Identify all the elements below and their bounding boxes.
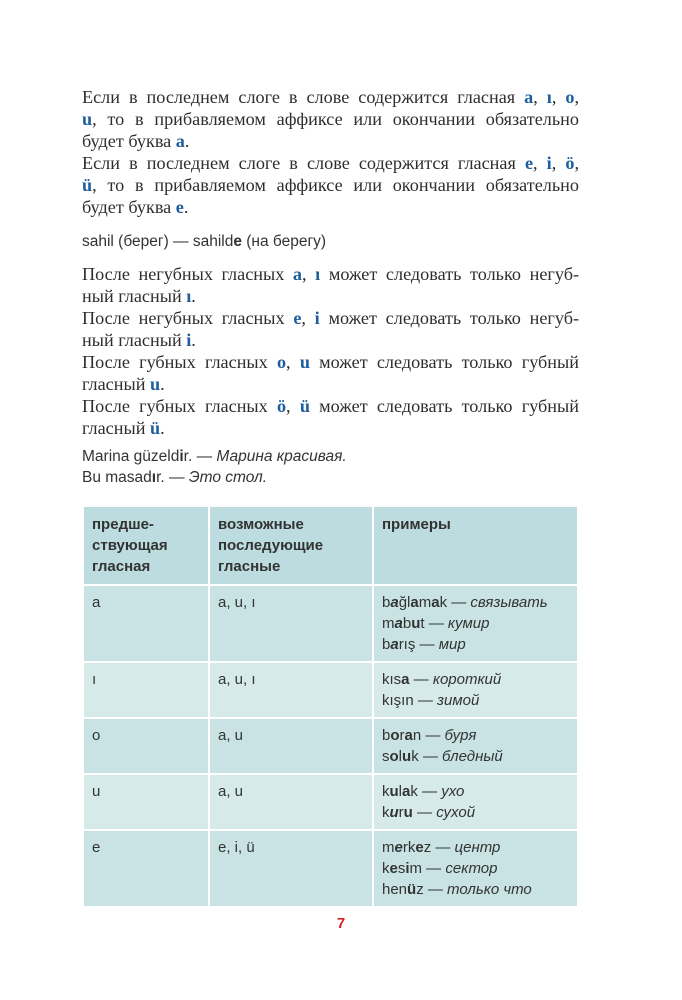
text-segment: (на берегу) — [241, 233, 327, 250]
text-segment: ный гласный — [82, 286, 187, 306]
text-segment: rış — — [398, 636, 439, 653]
possible-vowels-cell: a, u — [209, 774, 373, 830]
example-sentence — [82, 467, 347, 488]
text-segment: После негубных гласных — [82, 264, 293, 284]
text-segment: n — — [412, 727, 445, 744]
translation-text: бледный — [442, 748, 503, 765]
translation-text: Это стол. — [188, 469, 268, 486]
text-segment: . — [191, 286, 196, 306]
highlighted-letter: u — [389, 783, 399, 800]
text-segment: может следовать только негуб- — [319, 308, 580, 328]
examples-sentences — [82, 446, 347, 488]
highlighted-letter: a — [390, 594, 399, 611]
example-word — [382, 725, 569, 746]
text-segment: гласный — [82, 418, 150, 438]
table-row — [83, 774, 578, 830]
text-segment: — — [412, 804, 437, 821]
text-segment: . — [160, 418, 165, 438]
highlighted-letter: e — [175, 197, 184, 217]
rule-paragraph — [82, 86, 579, 152]
translation-text: короткий — [432, 671, 502, 688]
example-word — [382, 669, 569, 690]
highlighted-letter: e — [389, 860, 398, 877]
translation-text: сухой — [436, 804, 476, 821]
text-segment: sahil (берег) — sahild — [82, 233, 234, 250]
text-segment: Bu masad — [82, 469, 152, 486]
text-segment: , — [302, 264, 316, 284]
table-row — [83, 585, 578, 662]
text-line — [82, 130, 579, 152]
page-number: 7 — [336, 915, 346, 932]
rule-paragraph — [82, 263, 579, 307]
text-segment: После негубных гласных — [82, 308, 294, 328]
text-segment: Если в последнем слоге в слове содержится гласная — [82, 87, 525, 107]
text-segment: , — [574, 87, 580, 107]
table-row — [83, 718, 578, 774]
text-segment: , — [551, 87, 566, 107]
text-segment: будет буква — [82, 197, 176, 217]
highlighted-letter: ö — [276, 396, 287, 416]
highlighted-letter: a — [175, 131, 185, 151]
text-line — [82, 351, 579, 373]
highlighted-letter: ı — [546, 87, 552, 107]
highlighted-letter: a — [431, 594, 440, 611]
header-previous-vowel: предше- ствующая гласная — [83, 506, 209, 585]
example-word — [382, 634, 569, 655]
text-segment: b — [382, 727, 391, 744]
table-row — [83, 662, 578, 718]
highlighted-letter: ı — [151, 469, 157, 486]
highlighted-letter: ü — [150, 418, 161, 438]
text-segment: может следовать только губный — [309, 396, 579, 416]
text-segment: ный гласный — [82, 330, 187, 350]
highlighted-letter: a — [524, 87, 534, 107]
example-word — [382, 746, 569, 767]
highlighted-letter: u — [299, 352, 310, 372]
text-segment: l — [398, 783, 403, 800]
translation-text: Марина красивая. — [216, 448, 347, 465]
rule-paragraph — [82, 395, 579, 439]
text-segment: После губных гласных — [82, 352, 277, 372]
highlighted-letter: a — [292, 264, 303, 284]
text-segment: z — — [423, 839, 455, 856]
highlighted-letter: e — [233, 233, 242, 250]
highlighted-letter: u — [82, 109, 93, 129]
text-line — [82, 196, 579, 218]
text-line — [82, 417, 579, 439]
text-line — [82, 152, 579, 174]
previous-vowel-cell: e — [83, 830, 209, 907]
text-segment: После губных гласных — [82, 396, 277, 416]
text-segment: m — — [409, 860, 446, 877]
examples-cell — [373, 585, 578, 662]
text-line — [82, 307, 579, 329]
text-segment: r — [398, 804, 404, 821]
text-segment: может следовать только негуб- — [320, 264, 580, 284]
example-sahil — [82, 231, 326, 252]
highlighted-letter: a — [410, 594, 419, 611]
text-segment: будет буква — [82, 131, 176, 151]
example-sentence — [82, 446, 347, 467]
highlighted-letter: ı — [315, 264, 321, 284]
highlighted-letter: o — [390, 727, 400, 744]
previous-vowel-cell: ı — [83, 662, 209, 718]
text-segment: . — [160, 374, 165, 394]
text-segment: , — [574, 153, 579, 173]
text-segment: . — [191, 330, 196, 350]
translation-text: буря — [444, 727, 477, 744]
possible-vowels-cell: a, u, ı — [209, 585, 373, 662]
text-line — [82, 329, 579, 351]
rule-paragraph — [82, 351, 579, 395]
possible-vowels-cell: a, u — [209, 718, 373, 774]
header-possible-vowels: возможные последующие гласные — [209, 506, 373, 585]
highlighted-letter: a — [394, 615, 403, 632]
example-word — [382, 690, 569, 711]
text-segment: , — [551, 153, 566, 173]
text-segment: k — [382, 783, 390, 800]
example-word — [382, 781, 569, 802]
rules-block-1 — [82, 86, 579, 218]
table-row — [83, 830, 578, 907]
translation-text: кумир — [447, 615, 490, 632]
examples-cell — [373, 830, 578, 907]
examples-cell — [373, 774, 578, 830]
header-examples: примеры — [373, 506, 578, 585]
text-line — [82, 263, 579, 285]
text-segment: k — — [410, 783, 442, 800]
text-line — [82, 174, 579, 196]
text-segment: kışın — — [382, 692, 438, 709]
text-segment: . — [183, 197, 189, 217]
text-line — [82, 373, 579, 395]
translation-text: только что — [447, 881, 532, 898]
highlighted-letter: o — [389, 748, 399, 765]
example-word — [382, 879, 569, 900]
example-word — [382, 837, 569, 858]
text-segment: гласный — [82, 374, 150, 394]
text-segment: Если в последнем слоге в слове содержится гласная — [82, 153, 525, 173]
translation-text: зимой — [437, 692, 480, 709]
highlighted-letter: a — [402, 783, 411, 800]
translation-text: сектор — [445, 860, 498, 877]
text-segment: b — [382, 594, 391, 611]
text-segment: m — [418, 594, 432, 611]
highlighted-letter: e — [394, 839, 403, 856]
highlighted-letter: a — [404, 727, 413, 744]
highlighted-letter: i — [179, 448, 184, 465]
highlighted-letter: ü — [82, 175, 93, 195]
text-segment: ğl — [398, 594, 411, 611]
text-segment: b — [402, 615, 412, 632]
highlighted-letter: u — [411, 615, 421, 632]
vowel-harmony-table — [82, 505, 579, 908]
translation-text: связывать — [470, 594, 548, 611]
text-segment: , — [301, 308, 315, 328]
text-segment: , то в прибавляемом аффиксе или окончании обязательно — [92, 109, 579, 129]
example-word — [382, 592, 569, 613]
highlighted-letter: e — [293, 308, 302, 328]
highlighted-letter: o — [565, 87, 575, 107]
highlighted-letter: i — [405, 860, 410, 877]
text-segment: t — — [420, 615, 448, 632]
text-segment: может следовать только губный — [309, 352, 579, 372]
text-segment: kıs — [382, 671, 402, 688]
text-segment: , — [286, 396, 300, 416]
translation-text: мир — [438, 636, 466, 653]
text-line — [82, 285, 579, 307]
rules-block-2 — [82, 263, 579, 439]
text-line — [82, 108, 579, 130]
text-segment: r — [399, 727, 405, 744]
text-line — [82, 395, 579, 417]
examples-cell — [373, 662, 578, 718]
example-word — [382, 613, 569, 634]
highlighted-letter: i — [546, 153, 552, 173]
highlighted-letter: u — [403, 804, 413, 821]
text-segment: hen — [382, 881, 408, 898]
rule-paragraph — [82, 307, 579, 351]
example-word — [382, 802, 569, 823]
text-segment: s — [382, 748, 390, 765]
highlighted-letter: ö — [565, 153, 575, 173]
text-segment: z — — [416, 881, 448, 898]
possible-vowels-cell: e, i, ü — [209, 830, 373, 907]
highlighted-letter: e — [415, 839, 424, 856]
highlighted-letter: a — [401, 671, 410, 688]
text-segment: , — [286, 352, 300, 372]
example-word — [382, 858, 569, 879]
text-segment: . — [184, 131, 190, 151]
text-segment: , то в прибавляемом аффиксе или окончании обязательно — [92, 175, 579, 195]
text-segment: k — [382, 804, 390, 821]
translation-text: центр — [454, 839, 501, 856]
highlighted-letter: i — [186, 330, 192, 350]
highlighted-letter: e — [524, 153, 534, 173]
text-segment: k — [382, 860, 390, 877]
text-segment: s — [397, 860, 406, 877]
text-segment: k — — [411, 748, 443, 765]
previous-vowel-cell: u — [83, 774, 209, 830]
text-segment: Marina güzeld — [82, 448, 180, 465]
highlighted-letter: ü — [407, 881, 417, 898]
examples-cell — [373, 718, 578, 774]
highlighted-letter: o — [276, 352, 287, 372]
text-segment: m — [382, 839, 395, 856]
text-segment: l — [398, 748, 403, 765]
highlighted-letter: i — [314, 308, 320, 328]
previous-vowel-cell: a — [83, 585, 209, 662]
previous-vowel-cell: o — [83, 718, 209, 774]
text-segment: — — [409, 671, 433, 688]
rule-paragraph — [82, 152, 579, 218]
text-segment: r. — — [156, 469, 189, 486]
highlighted-letter: ü — [299, 396, 310, 416]
text-segment: , — [533, 87, 547, 107]
possible-vowels-cell: a, u, ı — [209, 662, 373, 718]
text-segment: k — — [439, 594, 471, 611]
highlighted-letter: ı — [186, 286, 192, 306]
text-segment: rk — [402, 839, 416, 856]
text-segment: , — [533, 153, 547, 173]
text-segment: m — [382, 615, 395, 632]
highlighted-letter: u — [402, 748, 412, 765]
highlighted-letter: u — [150, 374, 161, 394]
text-segment: b — [382, 636, 391, 653]
text-line — [82, 86, 579, 108]
translation-text: ухо — [441, 783, 465, 800]
highlighted-letter: u — [389, 804, 399, 821]
highlighted-letter: a — [390, 636, 399, 653]
table-header-row — [83, 506, 578, 585]
text-segment: r. — — [183, 448, 217, 465]
